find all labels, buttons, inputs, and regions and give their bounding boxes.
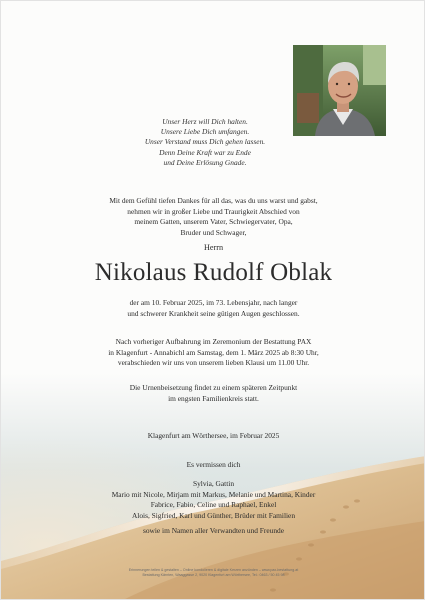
mourners-list <box>1 479 425 521</box>
verse-line: Denn Deine Kraft war zu Ende <box>159 147 251 157</box>
obituary-text <box>1 1 425 600</box>
footer-line: Erinnerungen teilen & gestalten – Online kondolieren & digitale Kerzen anzünden – www.pax-bestattung.at <box>128 568 299 572</box>
intro-line: Bruder und Schwager, <box>180 227 247 237</box>
urn-burial-notice <box>1 383 425 404</box>
funeral-home-footer <box>1 568 425 578</box>
missed-by-heading: Es vermissen dich <box>186 460 241 469</box>
verse-line: Unser Herz will Dich halten. <box>162 117 248 126</box>
mourner-line: Mario mit Nicole, Mirjam mit Markus, Melanie und Martina, Kinder <box>111 489 316 499</box>
death-notice-line: und schwerer Krankheit seine gütigen Augen geschlossen. <box>127 308 300 318</box>
farewell-ceremony <box>1 337 425 369</box>
intro-line: nehmen wir in großer Liebe und Traurigkeit Abschied von <box>127 206 300 216</box>
urn-line: Die Urnenbeisetzung findet zu einem späteren Zeitpunkt <box>129 383 298 392</box>
death-notice <box>1 298 425 319</box>
closing-line: sowie im Namen aller Verwandten und Freunde <box>142 526 285 535</box>
ceremony-line: verabschieden wir uns von unserem lieben Klausi um 11.00 Uhr. <box>117 358 310 368</box>
ceremony-line: Nach vorheriger Aufbahrung im Zeremonium der Bestattung PAX <box>115 337 312 346</box>
intro-text <box>1 196 425 238</box>
salutation: Herrn <box>203 243 224 252</box>
mourner-line: Sylvia, Gattin <box>192 479 235 488</box>
verse-line: Unser Verstand muss Dich gehen lassen. <box>144 137 266 147</box>
deceased-name: Nikolaus Rudolf Oblak <box>94 259 333 286</box>
mourner-line: Alois, Sigfried, Karl und Günther, Brüder mit Familien <box>131 510 296 520</box>
ceremony-line: in Klagenfurt - Annabichl am Samstag, dem 1. März 2025 ab 8:30 Uhr, <box>108 347 319 357</box>
death-notice-line: der am 10. Februar 2025, im 73. Lebensjahr, nach langer <box>129 298 298 307</box>
verse <box>71 117 339 168</box>
place-date: Klagenfurt am Wörthersee, im Februar 2025 <box>147 431 280 440</box>
footer-line: Bestattung Kärnten, Waaggasse 2, 9020 Klagenfurt am Wörthersee, Tel.: 0463 / 50 45 98 <box>142 573 285 577</box>
verse-line: Unsere Liebe Dich umfangen. <box>160 127 250 137</box>
urn-line: im engsten Familienkreis statt. <box>168 393 259 403</box>
intro-line: meinem Gatten, unserem Vater, Schwiegervater, Opa, <box>134 217 293 227</box>
verse-line: und Deine Erlösung Gnade. <box>163 157 247 167</box>
intro-line: Mit dem Gefühl tiefen Dankes für all das, was du uns warst und gabst, <box>109 196 318 205</box>
mourner-line: Fabrice, Fabio, Celine und Raphael, Enkel <box>150 500 277 510</box>
